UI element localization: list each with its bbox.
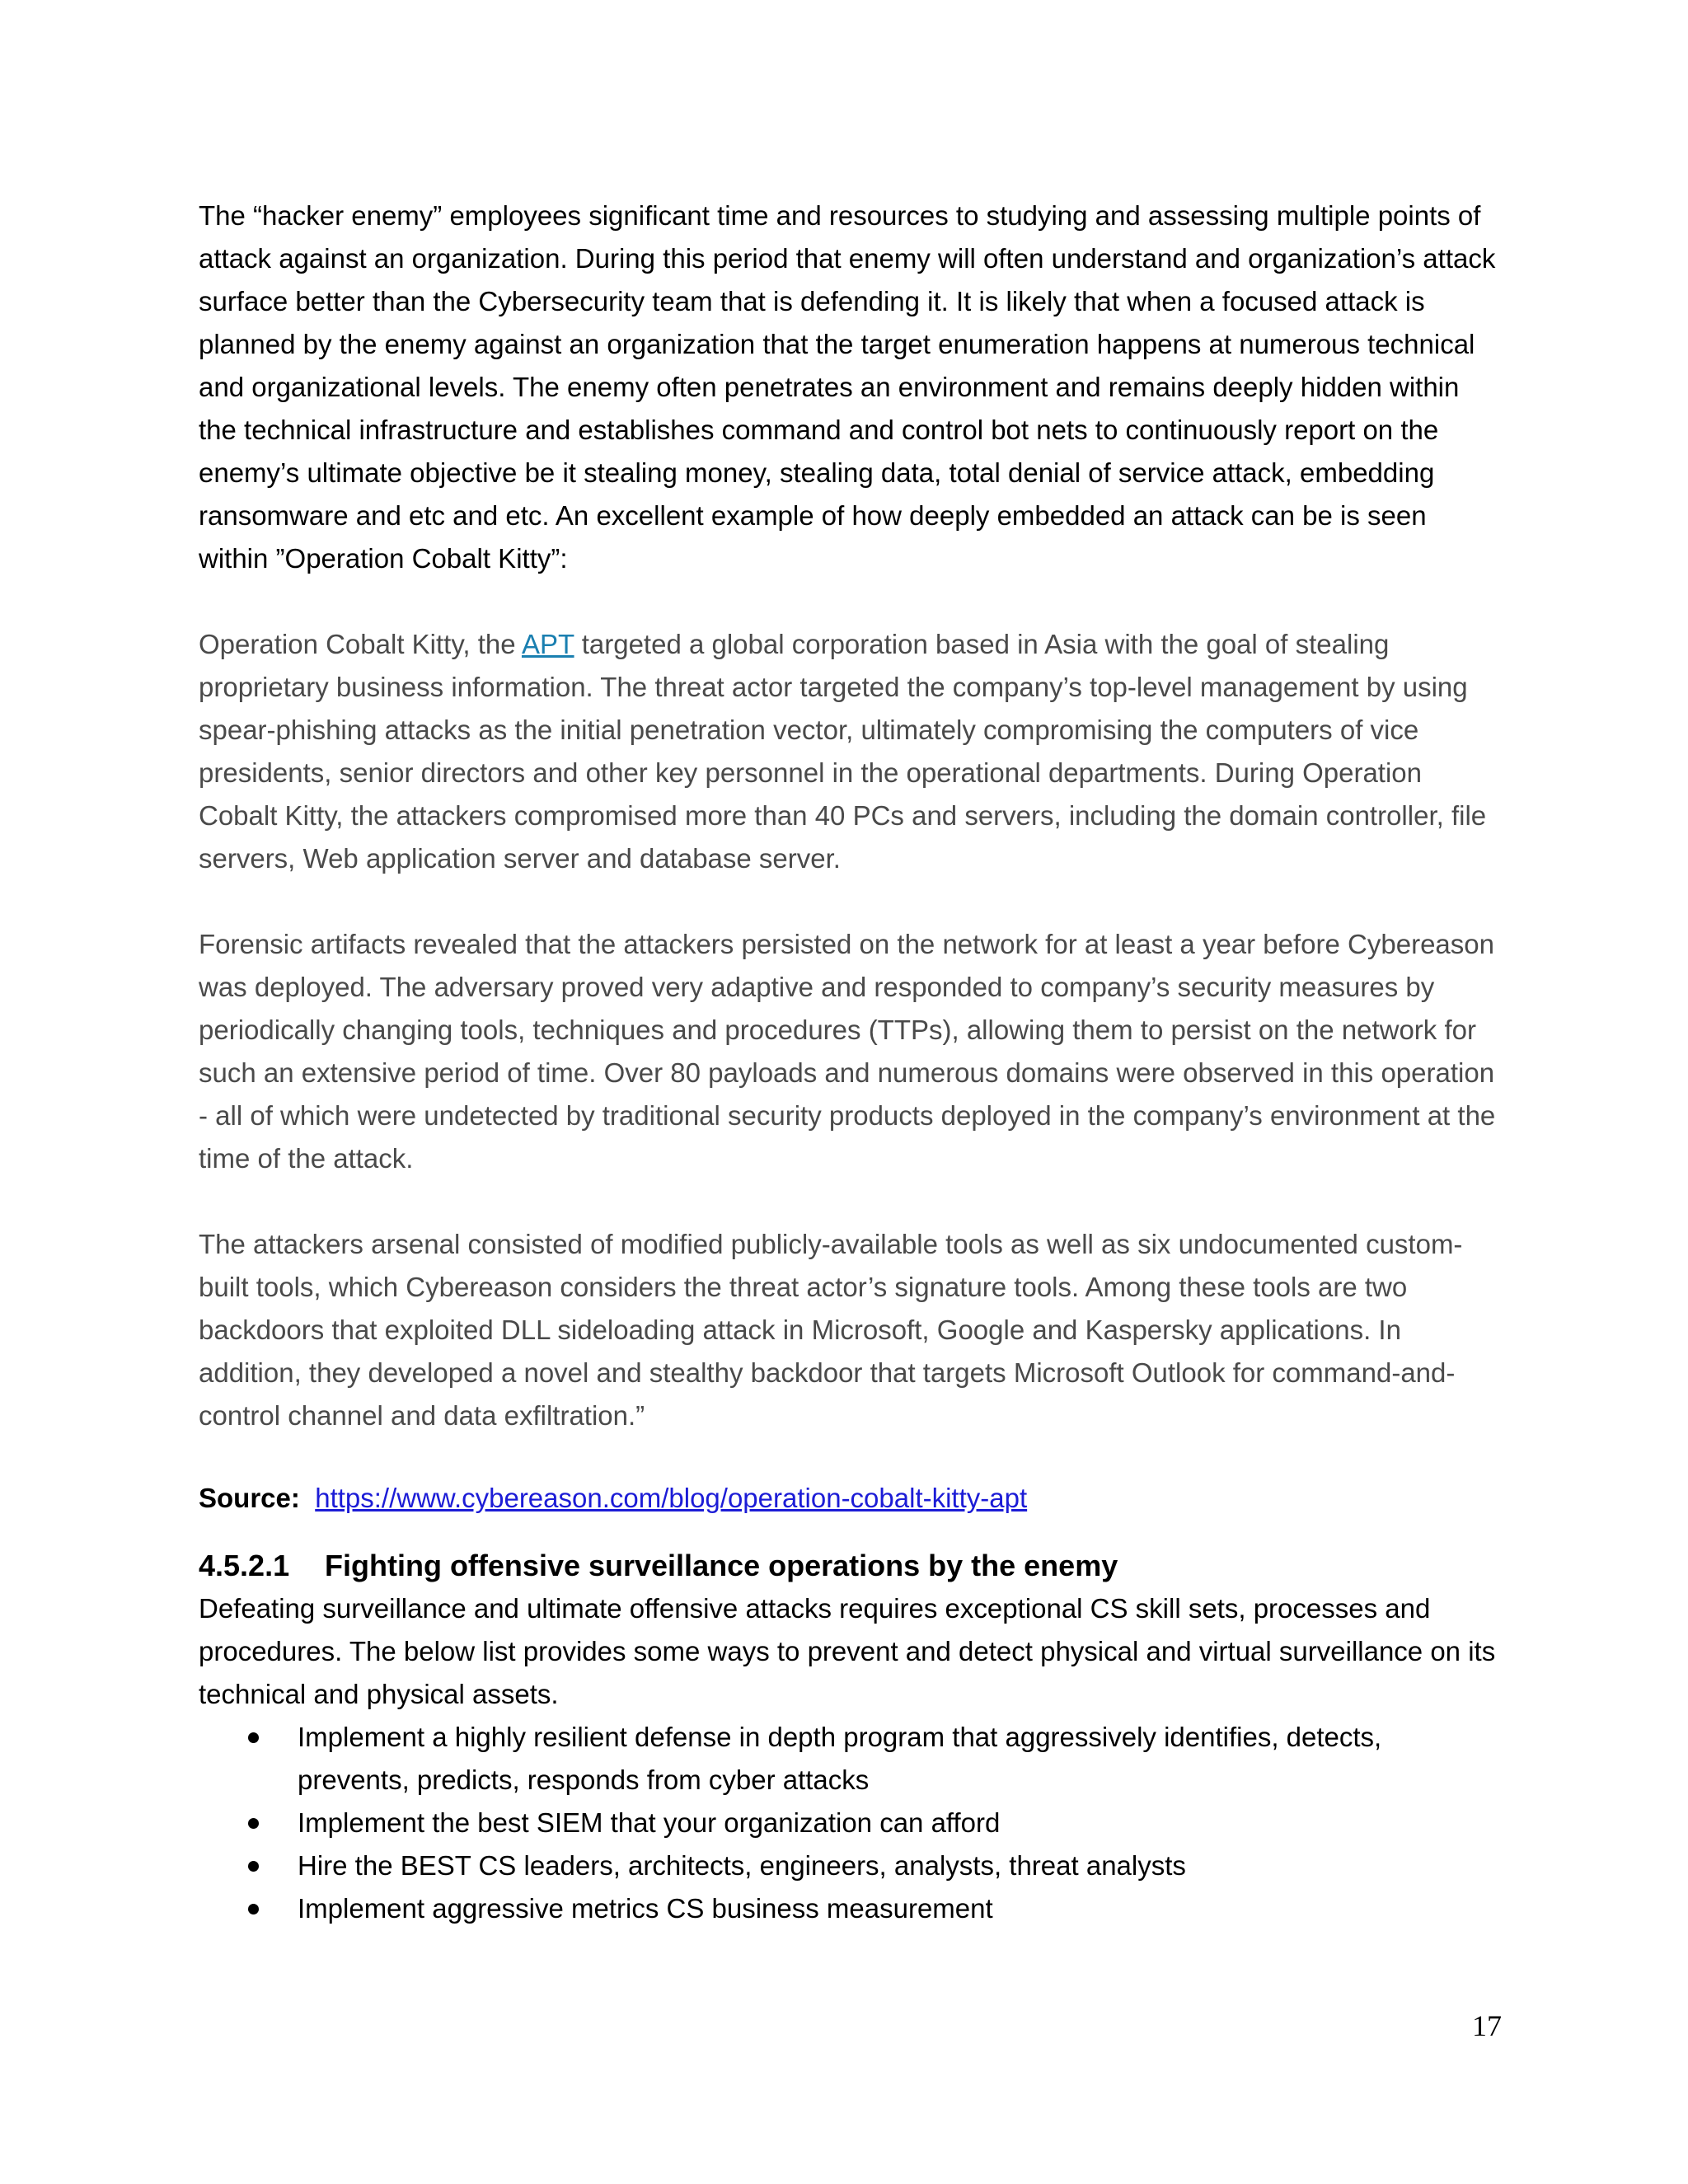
quote-paragraph-1 [199, 623, 1501, 880]
bullet-icon [248, 1861, 259, 1872]
list-item [199, 1887, 1501, 1930]
quote-text-before-link: Operation Cobalt Kitty, the [199, 629, 522, 659]
apt-link[interactable]: APT [521, 629, 574, 659]
section-heading [199, 1544, 1501, 1587]
page-number: 17 [1472, 2009, 1502, 2042]
bullet-text: Implement a highly resilient defense in depth program that aggressively identifies, detects, prevents, predicts, responds from cyber attacks [298, 1722, 1382, 1795]
bullet-icon [248, 1732, 259, 1743]
intro-paragraph: The “hacker enemy” employees significant time and resources to studying and assessing multiple points of attack against an organization. During this period that enemy will often understand and organization’s attack surface better than the Cybersecurity team that is defending it. It is likely that when a focused attack is planned by the enemy against an organization that the target enumeration happens at numerous technical and organizational levels. The enemy often penetrates an environment and remains deeply hidden within the technical infrastructure and establishes command and control bot nets to continuously report on the enemy’s ultimate objective be it stealing money, stealing data, total denial of service attack, embedding ransomware and etc and etc. An excellent example of how deeply embedded an attack can be is seen within ”Operation Cobalt Kitty”: [199, 200, 1496, 574]
bullet-list [199, 1716, 1501, 1930]
bullet-text: Implement the best SIEM that your organization can afford [298, 1807, 1001, 1838]
quote-paragraph-3: The attackers arsenal consisted of modified publicly-available tools as well as six undocumented custom-built tools, which Cybereason considers the threat actor’s signature tools. Among these tools are two backdoors that exploited DLL sideloading attack in Microsoft, Google and Kaspersky applications. In addition, they developed a novel and stealthy backdoor that targets Microsoft Outlook for command-and-control channel and data exfiltration.” [199, 1229, 1463, 1431]
bullet-text: Hire the BEST CS leaders, architects, engineers, analysts, threat analysts [298, 1850, 1186, 1881]
list-item [199, 1802, 1501, 1844]
quote-text-after-link: targeted a global corporation based in Asia with the goal of stealing proprietary business information. The threat actor targeted the company’s top-level management by using spear-phishing attacks as the initial penetration vector, ultimately compromising the computers of vice presidents, senior directors and other key personnel in the operational departments. During Operation Cobalt Kitty, the attackers compromised more than 40 PCs and servers, including the domain controller, file servers, Web application server and database server. [199, 629, 1487, 874]
list-item [199, 1844, 1501, 1887]
source-label: Source: [199, 1483, 300, 1513]
bullet-icon [248, 1818, 259, 1829]
page-content [199, 194, 1501, 1930]
section-title: Fighting offensive surveillance operations by the enemy [325, 1549, 1118, 1582]
source-line [199, 1477, 1501, 1520]
section-number: 4.5.2.1 [199, 1549, 290, 1582]
bullet-icon [248, 1904, 259, 1915]
section-intro: Defeating surveillance and ultimate offensive attacks requires exceptional CS skill sets, processes and procedures. The below list provides some ways to prevent and detect physical and virtual surveillance on its technical and physical assets. [199, 1593, 1496, 1709]
list-item [199, 1716, 1501, 1802]
bullet-text: Implement aggressive metrics CS business measurement [298, 1893, 993, 1924]
quote-paragraph-2: Forensic artifacts revealed that the attackers persisted on the network for at least a year before Cybereason was deployed. The adversary proved very adaptive and responded to company’s security measures by periodically changing tools, techniques and procedures (TTPs), allowing them to persist on the network for such an extensive period of time. Over 80 payloads and numerous domains were observed in this operation - all of which were undetected by traditional security products deployed in the company’s environment at the time of the attack. [199, 929, 1496, 1174]
source-link[interactable]: https://www.cybereason.com/blog/operation-cobalt-kitty-apt [315, 1483, 1028, 1513]
